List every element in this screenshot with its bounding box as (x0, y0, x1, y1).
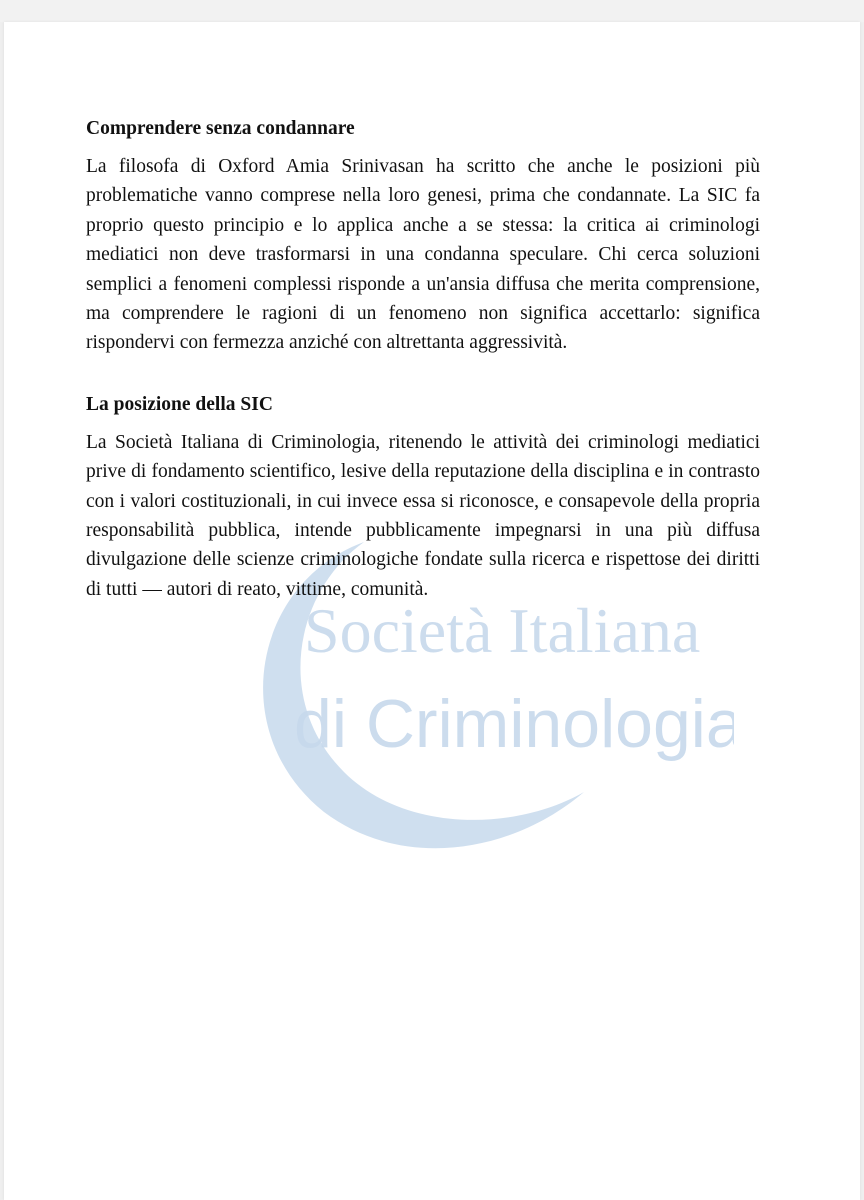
document-body (86, 116, 760, 604)
watermark-line2: di Criminologia (294, 686, 734, 762)
watermark-line1: Società Italiana (304, 595, 701, 666)
document-page (4, 22, 860, 1200)
section-heading: Comprendere senza condannare (86, 118, 355, 139)
section-posizione (86, 392, 760, 604)
viewer-top-bar (0, 0, 864, 22)
section-comprendere (86, 116, 760, 358)
section-paragraph: La filosofa di Oxford Amia Srinivasan ha scritto che anche le posizioni più problematiche vanno comprese nella loro genesi, prima che condannate. La SIC fa proprio questo principio e lo applica anche a se stessa: la critica ai criminologi mediatici non deve trasformarsi in una condanna speculare. Chi cerca soluzioni semplici a fenomeni complessi risponde a un'ansia diffusa che merita comprensione, ma comprendere le ragioni di un fenomeno non significa accettarlo: significa rispondervi con fermezza anziché con altrettanta aggressività. (86, 156, 760, 354)
section-heading: La posizione della SIC (86, 393, 273, 415)
section-paragraph: La Società Italiana di Criminologia, ritenendo le attività dei criminologi mediatici prive di fondamento scientifico, lesive della reputazione della disciplina e in contrasto con i valori costituzionali, in cui invece essa si riconosce, e consapevole della propria responsabilità pubblica, intende pubblicamente impegnarsi in una più diffusa divulgazione delle scienze criminologiche fondate sulla ricerca e rispettose dei diritti di tutti — autori di reato, vittime, comunità. (86, 431, 760, 600)
